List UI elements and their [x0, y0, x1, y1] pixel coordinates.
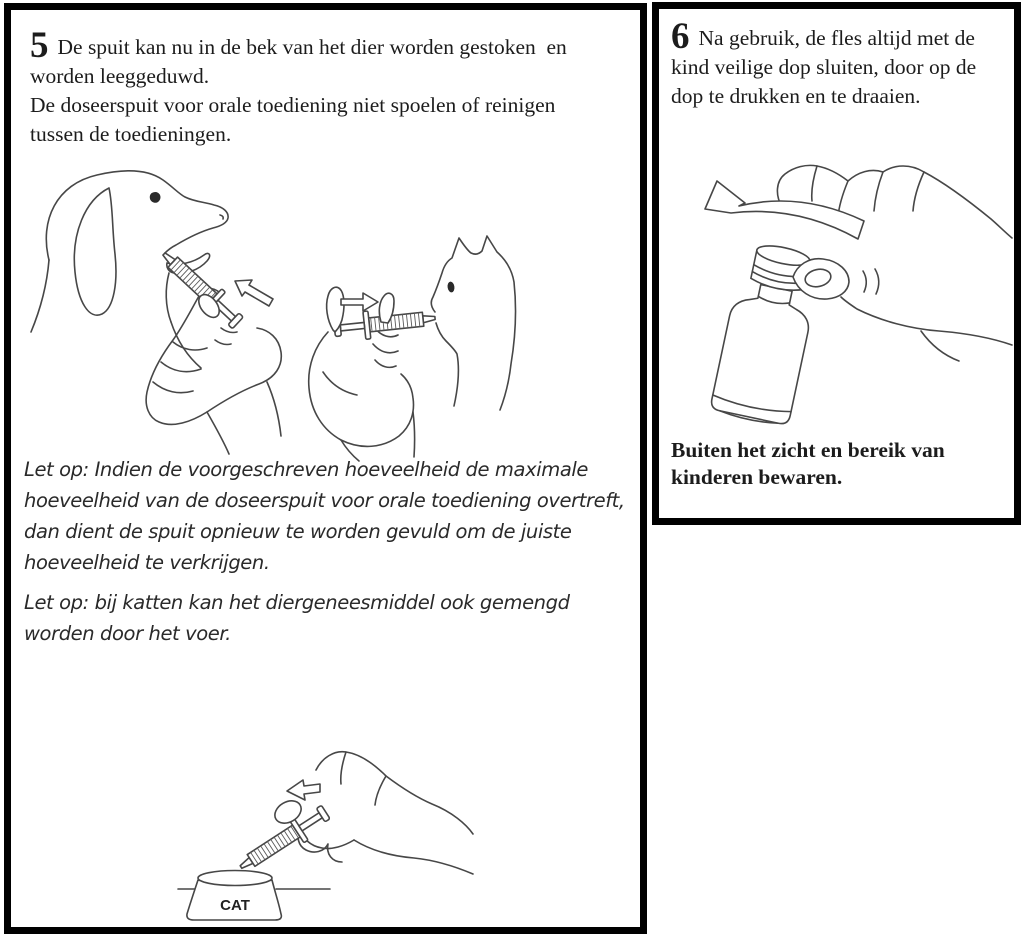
cat-bowl-rim	[198, 871, 272, 886]
step-6-number: 6	[671, 16, 690, 57]
bowl-feeder-thumb	[271, 796, 305, 827]
text-line	[30, 25, 567, 66]
pull-direction-arrow-icon	[287, 780, 320, 800]
syringe-over-cat-bowl-illustration	[174, 742, 474, 927]
text-line: hoeveelheid van de doseerspuit voor orale toediening overtreft,	[24, 489, 625, 512]
text-line: Let op: Indien de voorgeschreven hoeveelheid de maximale	[24, 458, 588, 481]
bowl-label: CAT	[220, 897, 250, 914]
text-line	[671, 16, 976, 57]
dog-eye	[150, 192, 161, 203]
step-5-number: 5	[30, 25, 49, 66]
text-line: Na gebruik, de fles altijd met de	[698, 26, 975, 50]
step-5-panel	[4, 3, 647, 934]
text-line: De spuit kan nu in de bek van het dier worden gestoken en	[57, 35, 567, 59]
cat-feeder-hand	[309, 328, 415, 461]
step-6-paragraph	[671, 16, 977, 111]
text-line: worden door het voer.	[24, 622, 231, 645]
dog-ear	[74, 188, 116, 315]
text-line: tussen de toedieningen.	[30, 122, 232, 146]
keep-away-warning	[671, 437, 945, 491]
text-line: dan dient de spuit opnieuw te worden gevuld om de juiste	[24, 520, 572, 543]
text-line: dop te drukken en te draaien.	[671, 84, 921, 108]
text-line: De doseerspuit voor orale toediening niet spoelen of reinigen	[30, 93, 556, 117]
note-overfill	[24, 454, 625, 578]
text-line: Let op: bij katten kan het diergeneesmiddel ook gemengd	[24, 591, 570, 614]
step-5-paragraph	[30, 25, 567, 149]
push-direction-arrow-icon	[235, 280, 273, 306]
cat-eye	[447, 281, 455, 293]
text-line: kind veilige dop sluiten, door op de	[671, 55, 977, 79]
rotate-direction-arrow-icon	[705, 181, 864, 239]
text-line: hoeveelheid te verkrijgen.	[24, 551, 270, 574]
dog-figure	[31, 171, 228, 368]
cat-figure	[431, 236, 515, 410]
bottle-cap-closing-illustration	[681, 149, 1013, 434]
text-line: Buiten het zicht en bereik van	[671, 438, 945, 462]
pressing-thumb	[793, 259, 849, 299]
dog-and-cat-syringe-illustration	[23, 160, 568, 462]
note-cats-food	[24, 587, 570, 649]
text-line: kinderen bewaren.	[671, 465, 843, 489]
motion-marks	[863, 269, 879, 294]
text-line: worden leeggeduwd.	[30, 64, 210, 88]
push-direction-arrow-icon	[341, 293, 378, 311]
step-6-panel	[652, 2, 1021, 525]
